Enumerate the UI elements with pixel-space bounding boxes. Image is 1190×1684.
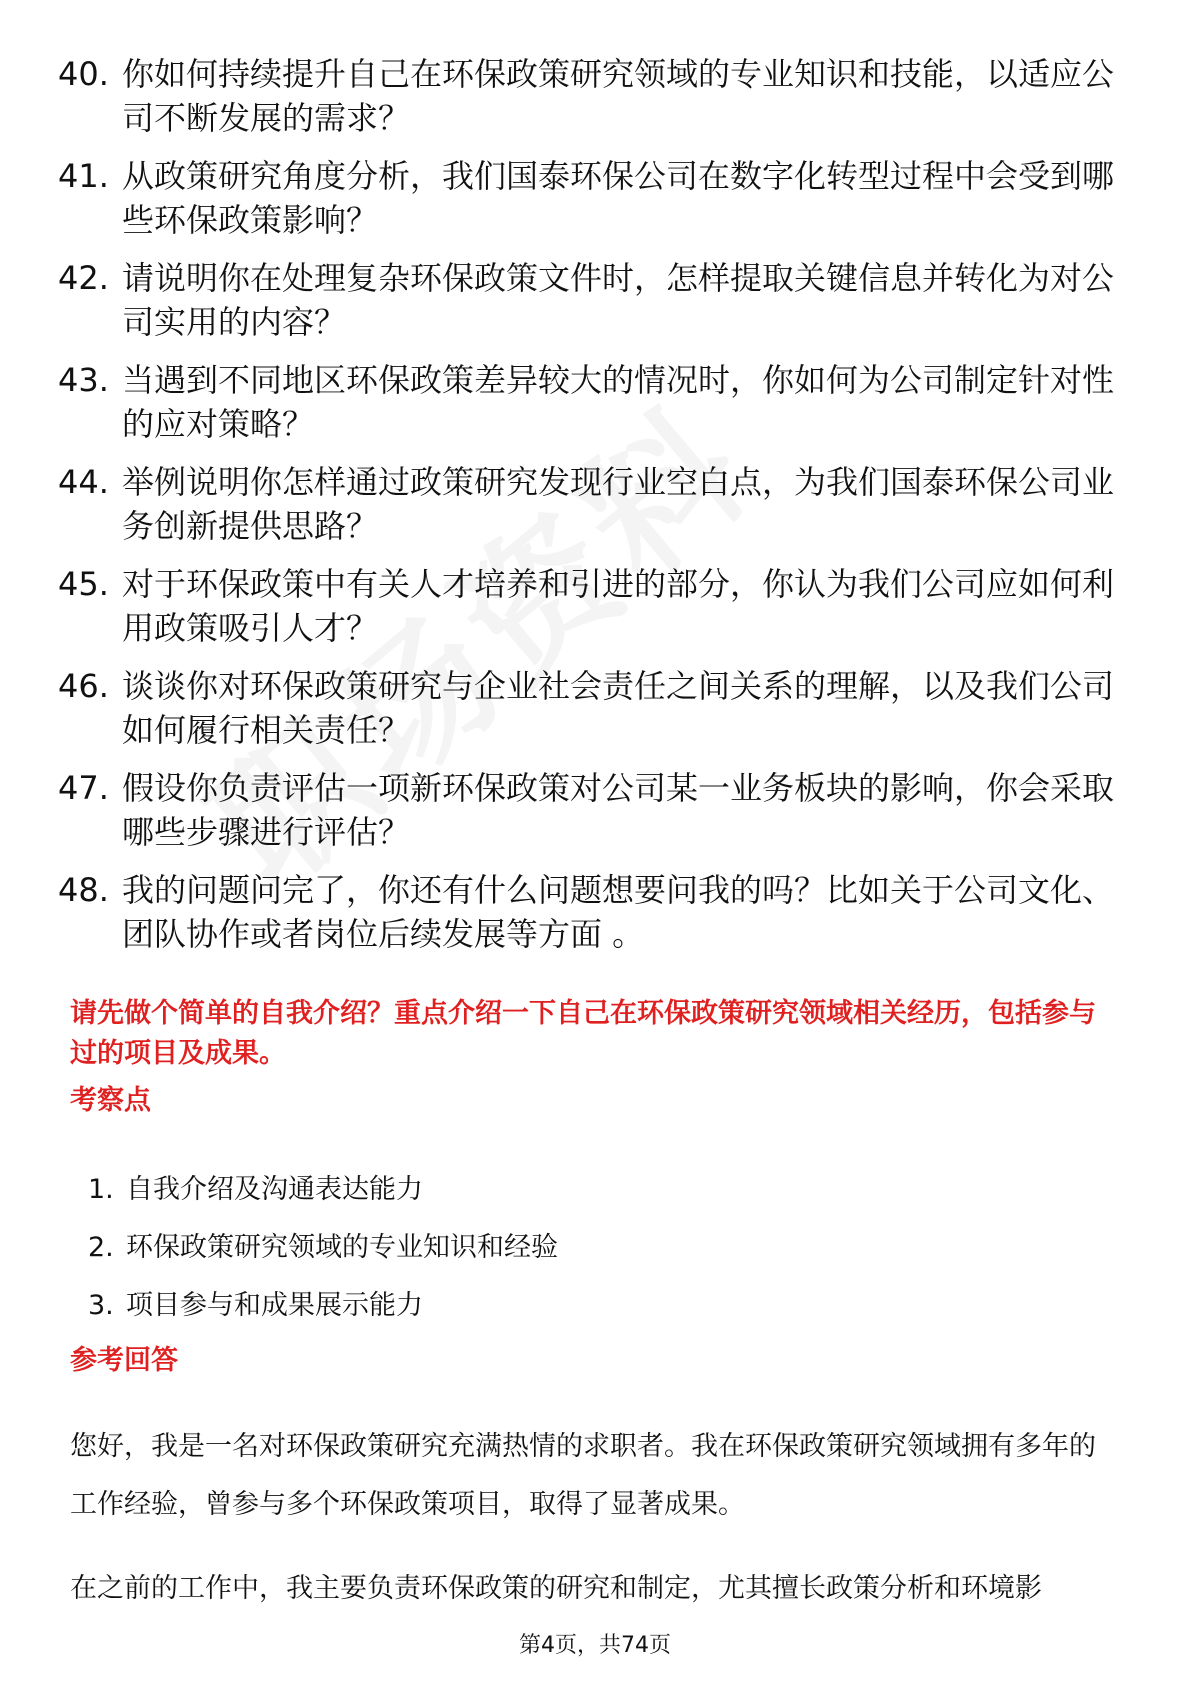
question-number: 45. [58, 565, 109, 603]
assessment-point [88, 1228, 558, 1268]
assessment-points [88, 1170, 558, 1344]
answer-paragraph: 在之前的工作中，我主要负责环保政策的研究和制定，尤其擅长政策分析和环境影 [70, 1573, 1042, 1604]
question-item [58, 562, 1118, 650]
featured-question: 请先做个简单的自我介绍？重点介绍一下自己在环保政策研究领域相关经历，包括参与过的项目及成果。 [70, 998, 1096, 1069]
point-text: 项目参与和成果展示能力 [126, 1290, 423, 1321]
question-text: 对于环保政策中有关人才培养和引进的部分，你认为我们公司应如何利用政策吸引人才？ [122, 565, 1115, 647]
question-number: 46. [58, 667, 109, 705]
question-number: 42. [58, 259, 109, 297]
question-text: 你如何持续提升自己在环保政策研究领域的专业知识和技能，以适应公司不断发展的需求？ [122, 55, 1115, 137]
question-text: 假设你负责评估一项新环保政策对公司某一业务板块的影响，你会采取哪些步骤进行评估？ [122, 769, 1115, 851]
point-text: 环保政策研究领域的专业知识和经验 [126, 1232, 558, 1263]
question-text: 请说明你在处理复杂环保政策文件时，怎样提取关键信息并转化为对公司实用的内容？ [122, 259, 1115, 341]
question-text: 谈谈你对环保政策研究与企业社会责任之间关系的理解，以及我们公司如何履行相关责任？ [122, 667, 1115, 749]
question-number: 40. [58, 55, 109, 93]
question-text: 从政策研究角度分析，我们国泰环保公司在数字化转型过程中会受到哪些环保政策影响？ [122, 157, 1115, 239]
question-text: 举例说明你怎样通过政策研究发现行业空白点，为我们国泰环保公司业务创新提供思路？ [122, 463, 1115, 545]
answer-paragraph: 您好，我是一名对环保政策研究充满热情的求职者。我在环保政策研究领域拥有多年的工作经验，曾参与多个环保政策项目，取得了显著成果。 [70, 1431, 1096, 1520]
question-text: 当遇到不同地区环保政策差异较大的情况时，你如何为公司制定针对性的应对策略？ [122, 361, 1115, 443]
question-list [58, 52, 1118, 970]
question-number: 44. [58, 463, 109, 501]
assessment-point [88, 1170, 558, 1210]
question-number: 43. [58, 361, 109, 399]
assessment-point [88, 1286, 558, 1326]
assessment-heading: 考察点 [70, 1085, 151, 1116]
question-text: 我的问题问完了，你还有什么问题想要问我的吗？比如关于公司文化、团队协作或者岗位后续发展等方面 。 [122, 871, 1115, 953]
question-item [58, 664, 1118, 752]
question-item [58, 358, 1118, 446]
question-item [58, 460, 1118, 548]
question-item [58, 256, 1118, 344]
question-number: 47. [58, 769, 109, 807]
point-number: 2. [88, 1232, 114, 1263]
reference-heading: 参考回答 [70, 1345, 178, 1376]
question-item [58, 766, 1118, 854]
question-number: 41. [58, 157, 109, 195]
question-item [58, 154, 1118, 242]
point-text: 自我介绍及沟通表达能力 [126, 1174, 423, 1205]
point-number: 3. [88, 1290, 114, 1321]
question-item [58, 868, 1118, 956]
question-item [58, 52, 1118, 140]
page-footer: 第4页，共74页 [519, 1633, 671, 1658]
point-number: 1. [88, 1174, 114, 1205]
question-number: 48. [58, 871, 109, 909]
